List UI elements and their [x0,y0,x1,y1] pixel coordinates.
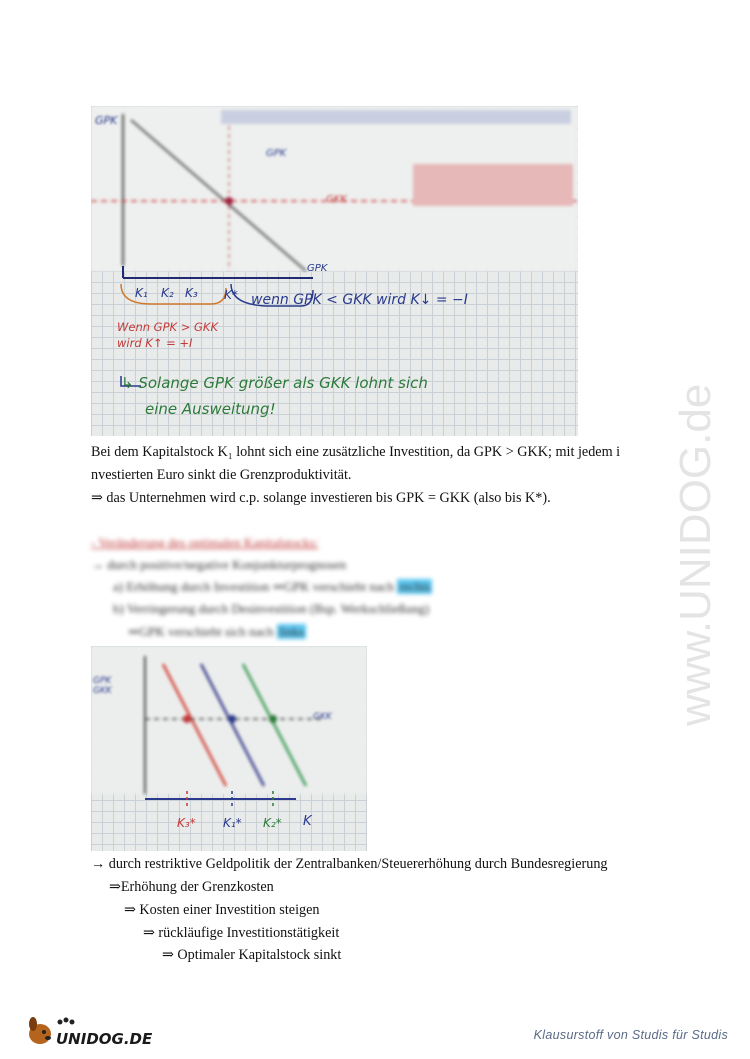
figure-2-tick-k1: K₁* [223,816,242,830]
figure-1-chart-svg [91,106,578,271]
figure-1-chart [91,106,578,271]
figure-1-k-tick-1: K₁ [135,286,148,300]
footer-logo[interactable] [24,1014,154,1055]
blurred-line-4-text: ⇒GPK verschiebt sich nach [128,624,277,639]
figure-2-tick-k3: K₃* [177,816,196,830]
list-line-5: ⇒ Optimaler Kapitalstock sinkt [162,947,342,963]
blurred-line-1: → durch positive/negative Konjunkturprognosen [91,557,347,572]
paragraph-line-3: ⇒ das Unternehmen wird c.p. solange investieren bis GPK = GKK (also bis K*). [91,490,551,506]
logo-text: UNIDOG.DE [56,1030,153,1048]
highlight-links: links [278,624,305,639]
list-line-2: ⇒Erhöhung der Grenzkosten [109,879,274,895]
blurred-heading: - Veränderung des optimalen Kapitalstocks: [91,535,319,550]
figure-2-y-axis-label: GPK GKK [93,676,112,696]
blurred-line-3: b) Verringerung durch Desinvestition (Bsp. Werkschließung) [113,601,430,616]
figure-1-bottom-note-2: eine Ausweitung! [145,400,276,418]
figure-2-gkk-label: GKK [313,712,332,722]
figure-2-tick-k2: K₂* [263,816,282,830]
figure-1-x-end-label: GPK [307,263,328,274]
figure-1-gkk-label: GKK [326,194,347,205]
figure-2-photo [91,646,367,851]
blurred-line-4 [128,624,306,640]
watermark [632,278,750,728]
figure-2-x-label: K [303,814,312,829]
figure-1-left-note-1: Wenn GPK > GKK [117,320,219,334]
figure-1-k-star: K* [224,288,238,302]
paragraph-line-2: nvestierten Euro sinkt die Grenzproduktivität. [91,467,352,483]
figure-1-photo [91,106,578,436]
figure-1-right-note: wenn GPK < GKK wird K↓ = −I [251,292,468,308]
list-line-1: → durch restriktive Geldpolitik der Zentralbanken/Steuererhöhung durch Bundesregierung [91,856,608,872]
list-line-3: ⇒ Kosten einer Investition steigen [124,902,320,918]
figure-1-y-axis-label: GPK [95,114,118,127]
figure-1-bottom-note-1: ↳ Solange GPK größer als GKK lohnt sich [121,374,428,392]
dog-logo-icon [24,1014,154,1050]
watermark-text: www.UNIDOG.de [671,383,720,726]
paragraph-line-1: Bei dem Kapitalstock K₁ lohnt sich eine zusätzliche Investition, da GPK > GKK; mit jedem i [91,444,621,460]
highlight-rechts: rechts [399,579,431,594]
blurred-line-2 [113,579,432,595]
list-line-4: ⇒ rückläufige Investitionstätigkeit [143,925,340,941]
figure-1-k-tick-2: K₂ [161,286,174,300]
figure-1-curve-label: GPK [266,148,287,159]
blurred-line-2-text: a) Erhöhung durch Investition ⇒GPK verschiebt nach [113,579,398,594]
figure-1-k-tick-3: K₃ [185,286,198,300]
figure-1-left-note-2: wird K↑ = +I [117,336,193,350]
footer-tagline: Klausurstoff von Studis für Studis [533,1028,728,1042]
